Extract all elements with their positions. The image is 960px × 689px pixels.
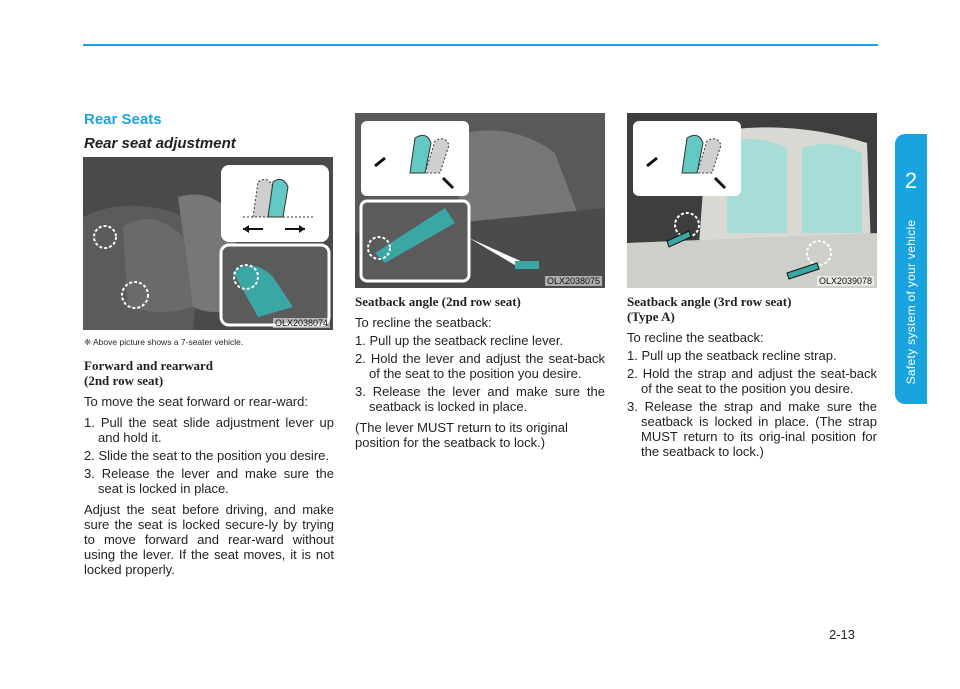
forward-heading-line1: Forward and rearward xyxy=(84,358,214,373)
recline-3rd-intro: To recline the seatback: xyxy=(627,330,764,345)
page-number: 2-13 xyxy=(829,627,856,642)
figure-recline-2nd-row xyxy=(355,113,605,288)
recline-3rd-heading-line2: (Type A) xyxy=(627,309,675,324)
step-item: 2. Slide the seat to the position you desire. xyxy=(84,448,329,463)
subsection-title: Rear seat adjustment xyxy=(84,135,236,152)
step-item: 3. Release the strap and make sure the seatback is locked in place. (The strap MUST return to its orig-inal position for the seatback to lock.) xyxy=(627,399,877,459)
recline-3rd-section xyxy=(627,294,877,462)
recline-3rd-steps xyxy=(627,348,877,459)
step-item: 1. Pull up the seatback recline strap. xyxy=(627,348,837,363)
forward-steps xyxy=(84,415,334,496)
forward-section xyxy=(84,358,334,577)
figure-code: OLX2039078 xyxy=(818,276,872,286)
forward-intro: To move the seat forward or rear-ward: xyxy=(84,394,308,409)
chapter-tab xyxy=(895,134,927,404)
recline-2nd-heading: Seatback angle (2nd row seat) xyxy=(355,294,521,309)
section-title: Rear Seats xyxy=(84,111,162,128)
recline-3rd-row-illustration xyxy=(627,113,877,288)
forward-paragraph: Adjust the seat before driving, and make sure the seat is locked secure-ly by trying to move forward and rear-ward without using the lever. If the seat moves, it is not locked properly. xyxy=(84,502,334,577)
recline-3rd-heading-line1: Seatback angle (3rd row seat) xyxy=(627,294,792,309)
figure-note: ❈ Above picture shows a 7-seater vehicle. xyxy=(84,337,244,347)
recline-2nd-paragraph: (The lever MUST return to its original position for the seatback to lock.) xyxy=(355,420,568,450)
recline-2nd-intro: To recline the seatback: xyxy=(355,315,492,330)
step-item: 3. Release the lever and make sure the seatback is locked in place. xyxy=(355,384,605,414)
chapter-number: 2 xyxy=(904,168,918,193)
figure-seat-slide xyxy=(83,157,333,330)
step-item: 2. Hold the lever and adjust the seat-back of the seat to the position you desire. xyxy=(355,351,605,381)
forward-heading-line2: (2nd row seat) xyxy=(84,373,164,388)
chapter-title: Safety system of your vehicle xyxy=(904,219,918,385)
recline-2nd-section xyxy=(355,294,605,450)
recline-2nd-row-illustration xyxy=(355,113,605,288)
step-item: 1. Pull the seat slide adjustment lever up and hold it. xyxy=(84,415,334,445)
figure-recline-3rd-row xyxy=(627,113,877,288)
seat-slide-illustration xyxy=(83,157,333,330)
figure-code: OLX2038074 xyxy=(274,318,328,328)
header-rule xyxy=(83,44,878,46)
step-item: 3. Release the lever and make sure the seat is locked in place. xyxy=(84,466,334,496)
step-item: 1. Pull up the seatback recline lever. xyxy=(355,333,564,348)
step-item: 2. Hold the strap and adjust the seat-back of the seat to the position you desire. xyxy=(627,366,877,396)
figure-code: OLX2038075 xyxy=(546,276,600,286)
recline-2nd-steps xyxy=(355,333,605,414)
